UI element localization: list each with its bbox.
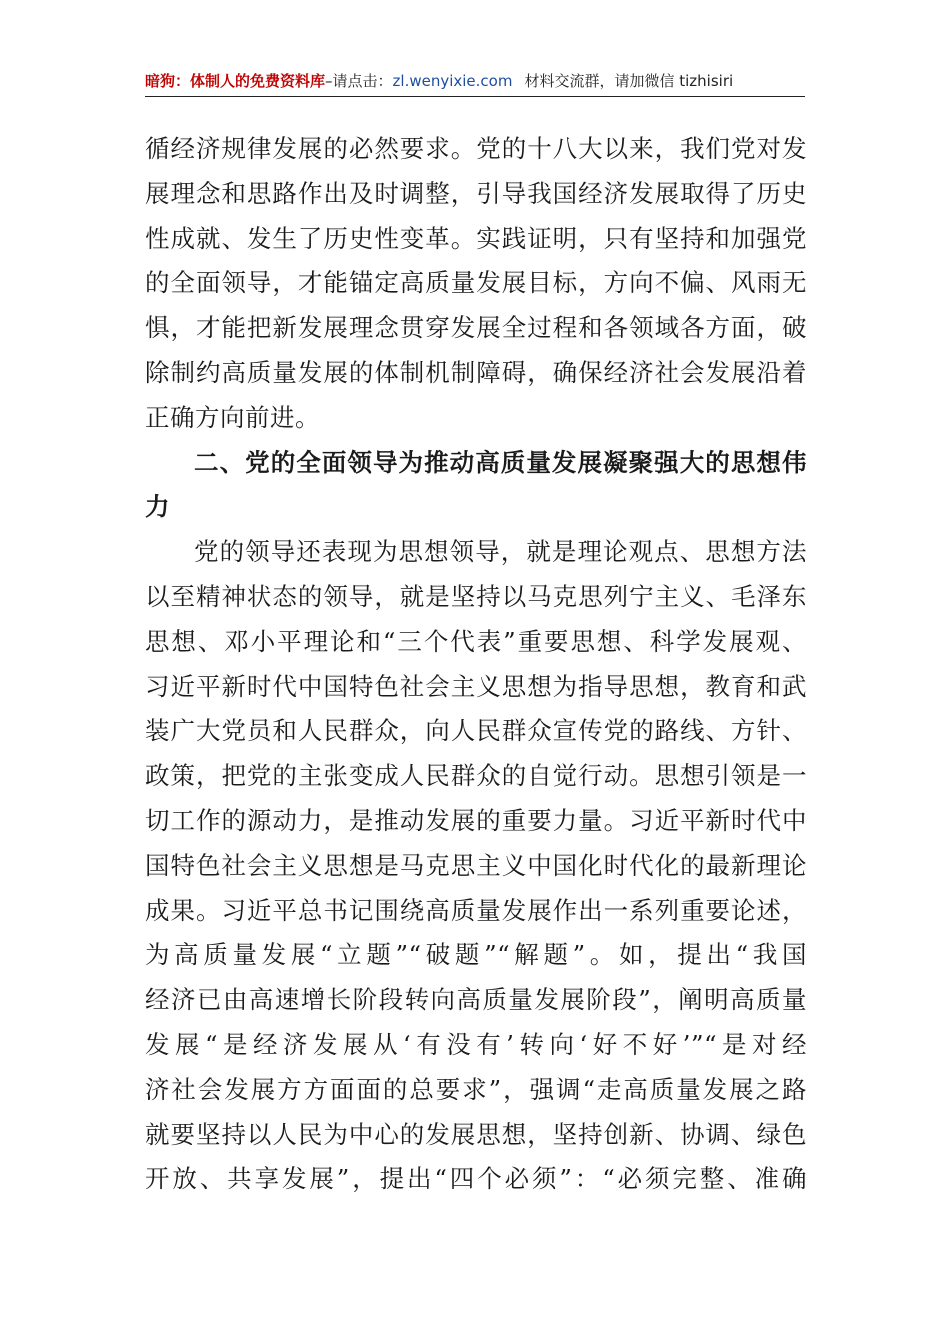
text-line: 发展“是经济发展从‘有没有’转向‘好不好’”“是对经 (145, 1029, 807, 1059)
text-line: 就要坚持以人民为中心的发展思想，坚持创新、协调、绿色 (145, 1119, 807, 1149)
text-line: 切工作的源动力，是推动发展的重要力量。习近平新时代中 (145, 805, 807, 835)
paragraph-2 (145, 530, 807, 1202)
text-line: 为高质量发展“立题”“破题”“解题”。如，提出“我国 (145, 940, 807, 970)
header-link[interactable]: zl.wenyixie.com (392, 72, 513, 90)
text-line: 循经济规律发展的必然要求。党的十八大以来，我们党对发 (145, 134, 807, 163)
heading-line: 力 (145, 492, 170, 522)
text-line: 除制约高质量发展的体制机制障碍，确保经济社会发展沿着 (145, 357, 807, 387)
text-line: 的全面领导，才能锚定高质量发展目标，方向不偏、风雨无 (145, 268, 807, 298)
paragraph-1 (145, 127, 807, 441)
text-line: 经济已由高速增长阶段转向高质量发展阶段”，阐明高质量 (145, 985, 807, 1015)
text-line: 以至精神状态的领导，就是坚持以马克思列宁主义、毛泽东 (145, 581, 807, 611)
section-heading (145, 441, 807, 531)
heading-line: 二、党的全面领导为推动高质量发展凝聚强大的思想伟 (194, 447, 807, 477)
text-line: 展理念和思路作出及时调整，引导我国经济发展取得了历史 (145, 178, 807, 208)
header-prompt: –请点击： (325, 72, 393, 90)
text-line: 党的领导还表现为思想领导，就是理论观点、思想方法 (194, 537, 807, 567)
text-line: 国特色社会主义思想是马克思主义中国化时代化的最新理论 (145, 850, 807, 880)
text-line: 性成就、发生了历史性变革。实践证明，只有坚持和加强党 (145, 223, 807, 253)
document-body (145, 127, 807, 1202)
text-line: 思想、邓小平理论和“三个代表”重要思想、科学发展观、 (145, 626, 807, 656)
text-line: 习近平新时代中国特色社会主义思想为指导思想，教育和武 (145, 671, 807, 701)
text-line: 装广大党员和人民群众，向人民群众宣传党的路线、方针、 (145, 716, 807, 746)
page-header (145, 66, 805, 97)
header-group-info: 材料交流群，请加微信 tizhisiri (524, 72, 734, 90)
text-line: 正确方向前进。 (145, 402, 320, 432)
text-line: 济社会发展方方面面的总要求”，强调“走高质量发展之路 (145, 1074, 807, 1104)
text-line: 惧，才能把新发展理念贯穿发展全过程和各领域各方面，破 (145, 313, 807, 343)
text-line: 成果。习近平总书记围绕高质量发展作出一系列重要论述， (145, 895, 807, 925)
header-brand: 暗狗：体制人的免费资料库 (145, 72, 326, 90)
text-line: 政策，把党的主张变成人民群众的自觉行动。思想引领是一 (145, 761, 807, 791)
text-line: 开放、共享发展”，提出“四个必须”：“必须完整、准确 (145, 1164, 807, 1194)
